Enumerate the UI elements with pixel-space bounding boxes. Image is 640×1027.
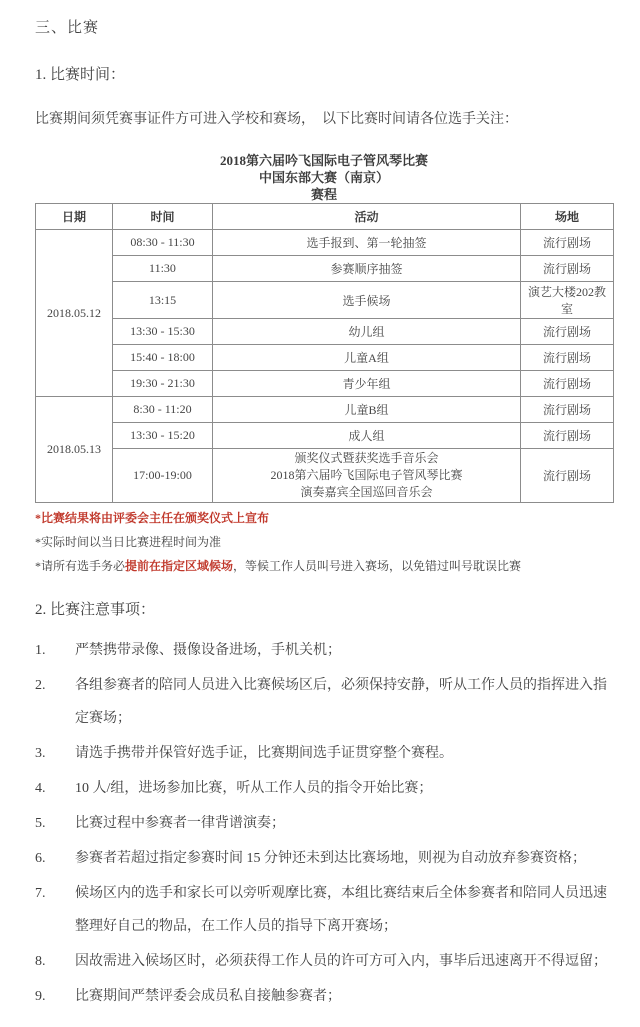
intro-paragraph: 比赛期间须凭赛事证件方可进入学校和赛场， 以下比赛时间请各位选手关注： <box>35 112 518 127</box>
rule-item <box>35 669 610 735</box>
time-cell: 19:30 - 21:30 <box>113 371 213 397</box>
schedule-row <box>36 345 614 371</box>
venue-cell: 流行剧场 <box>521 397 614 423</box>
time-cell: 13:30 - 15:20 <box>113 423 213 449</box>
rule-text: 比赛过程中参赛者一律背谱演奏； <box>75 816 285 831</box>
subsection-1-heading: 1. 比赛时间： <box>35 67 126 83</box>
note-line <box>35 558 610 574</box>
rule-text: 参赛者若超过指定参赛时间 15 分钟还未到达比赛场地，则视为自动放弃参赛资格； <box>75 851 586 866</box>
activity-line: 2018第六届吟飞国际电子管风琴比赛 <box>270 468 463 482</box>
rule-number: 2. <box>35 678 46 693</box>
rule-number: 7. <box>35 886 46 901</box>
venue-cell: 流行剧场 <box>521 345 614 371</box>
venue-cell: 流行剧场 <box>521 256 614 282</box>
note-line <box>35 534 610 550</box>
schedule-row <box>36 256 614 282</box>
schedule-title-line3: 赛程 <box>310 187 337 202</box>
activity-cell: 选手候场 <box>213 282 521 319</box>
rule-number: 8. <box>35 954 46 969</box>
rule-item <box>35 634 610 667</box>
time-cell: 17:00-19:00 <box>113 449 213 503</box>
note-line <box>35 510 610 526</box>
date-cell: 2018.05.12 <box>36 230 113 397</box>
time-cell: 13:15 <box>113 282 213 319</box>
rule-text: 各组参赛者的陪同人员进入比赛候场区后，必须保持安静，听从工作人员的指挥进入指定赛场； <box>75 678 607 726</box>
rule-item <box>35 877 610 943</box>
note-text: *实际时间以当日比赛进程时间为准 <box>35 535 222 549</box>
rule-text: 请选手携带并保管好选手证，比赛期间选手证贯穿整个赛程。 <box>75 746 453 761</box>
schedule-row <box>36 230 614 256</box>
activity-cell: 成人组 <box>213 423 521 449</box>
rule-item <box>35 842 610 875</box>
rule-number: 1. <box>35 643 46 658</box>
activity-cell: 幼儿组 <box>213 319 521 345</box>
activity-cell: 选手报到、第一轮抽签 <box>213 230 521 256</box>
activity-line: 演奏嘉宾全国巡回音乐会 <box>300 485 433 499</box>
rule-text: 比赛期间严禁评委会成员私自接触参赛者； <box>75 989 341 1004</box>
header-time: 时间 <box>113 204 213 230</box>
venue-cell: 演艺大楼202教室 <box>521 282 614 319</box>
venue-cell: 流行剧场 <box>521 371 614 397</box>
rule-item <box>35 737 610 770</box>
note-text: ，等候工作人员叫号进入赛场，以免错过叫号耽误比赛 <box>233 559 522 573</box>
header-date: 日期 <box>36 204 113 230</box>
note-highlight: 提前在指定区域候场 <box>125 559 234 573</box>
activity-line: 颁奖仪式暨获奖选手音乐会 <box>294 451 439 465</box>
schedule-row <box>36 449 614 503</box>
activity-cell: 青少年组 <box>213 371 521 397</box>
schedule-row <box>36 397 614 423</box>
schedule-row <box>36 282 614 319</box>
header-activity: 活动 <box>213 204 521 230</box>
schedule-header-row <box>36 204 614 230</box>
venue-cell: 流行剧场 <box>521 423 614 449</box>
rule-item <box>35 945 610 978</box>
activity-cell: 参赛顺序抽签 <box>213 256 521 282</box>
note-text: *请所有选手务必 <box>35 559 126 573</box>
date-cell: 2018.05.13 <box>36 397 113 503</box>
schedule-title-block <box>35 152 613 203</box>
activity-cell: 儿童B组 <box>213 397 521 423</box>
schedule-title-line2: 中国东部大赛（南京） <box>258 170 389 185</box>
rule-number: 6. <box>35 851 46 866</box>
schedule-table <box>35 203 614 503</box>
rule-text: 因故需进入候场区时，必须获得工作人员的许可方可入内，事毕后迅速离开不得逗留； <box>75 954 607 969</box>
rule-number: 3. <box>35 746 46 761</box>
activity-cell: 儿童A组 <box>213 345 521 371</box>
activity-cell <box>213 449 521 503</box>
time-cell: 8:30 - 11:20 <box>113 397 213 423</box>
section-heading: 三、比赛 <box>35 20 100 36</box>
time-cell: 13:30 - 15:30 <box>113 319 213 345</box>
rule-text: 10 人/组，进场参加比赛，听从工作人员的指令开始比赛； <box>75 781 433 796</box>
rule-number: 4. <box>35 781 46 796</box>
rule-text: 严禁携带录像、摄像设备进场，手机关机； <box>75 643 341 658</box>
time-cell: 15:40 - 18:00 <box>113 345 213 371</box>
venue-cell: 流行剧场 <box>521 319 614 345</box>
venue-cell: 流行剧场 <box>521 230 614 256</box>
note-highlight: *比赛结果将由评委会主任在颁奖仪式上宣布 <box>35 511 270 525</box>
rules-list <box>35 634 610 1013</box>
rule-item <box>35 772 610 805</box>
subsection-2-heading: 2. 比赛注意事项： <box>35 602 156 618</box>
schedule-row <box>36 423 614 449</box>
rule-item <box>35 980 610 1013</box>
schedule-title-line1: 2018第六届吟飞国际电子管风琴比赛 <box>219 153 428 168</box>
rule-number: 5. <box>35 816 46 831</box>
header-venue: 场地 <box>521 204 614 230</box>
rule-number: 9. <box>35 989 46 1004</box>
schedule-table-body <box>36 230 614 503</box>
rule-text: 候场区内的选手和家长可以旁听观摩比赛，本组比赛结束后全体参赛者和陪同人员迅速整理好自己的物品，在工作人员的指导下离开赛场； <box>75 886 607 934</box>
rule-item <box>35 807 610 840</box>
notes <box>35 510 610 574</box>
time-cell: 11:30 <box>113 256 213 282</box>
schedule-row <box>36 319 614 345</box>
venue-cell: 流行剧场 <box>521 449 614 503</box>
time-cell: 08:30 - 11:30 <box>113 230 213 256</box>
schedule-row <box>36 371 614 397</box>
